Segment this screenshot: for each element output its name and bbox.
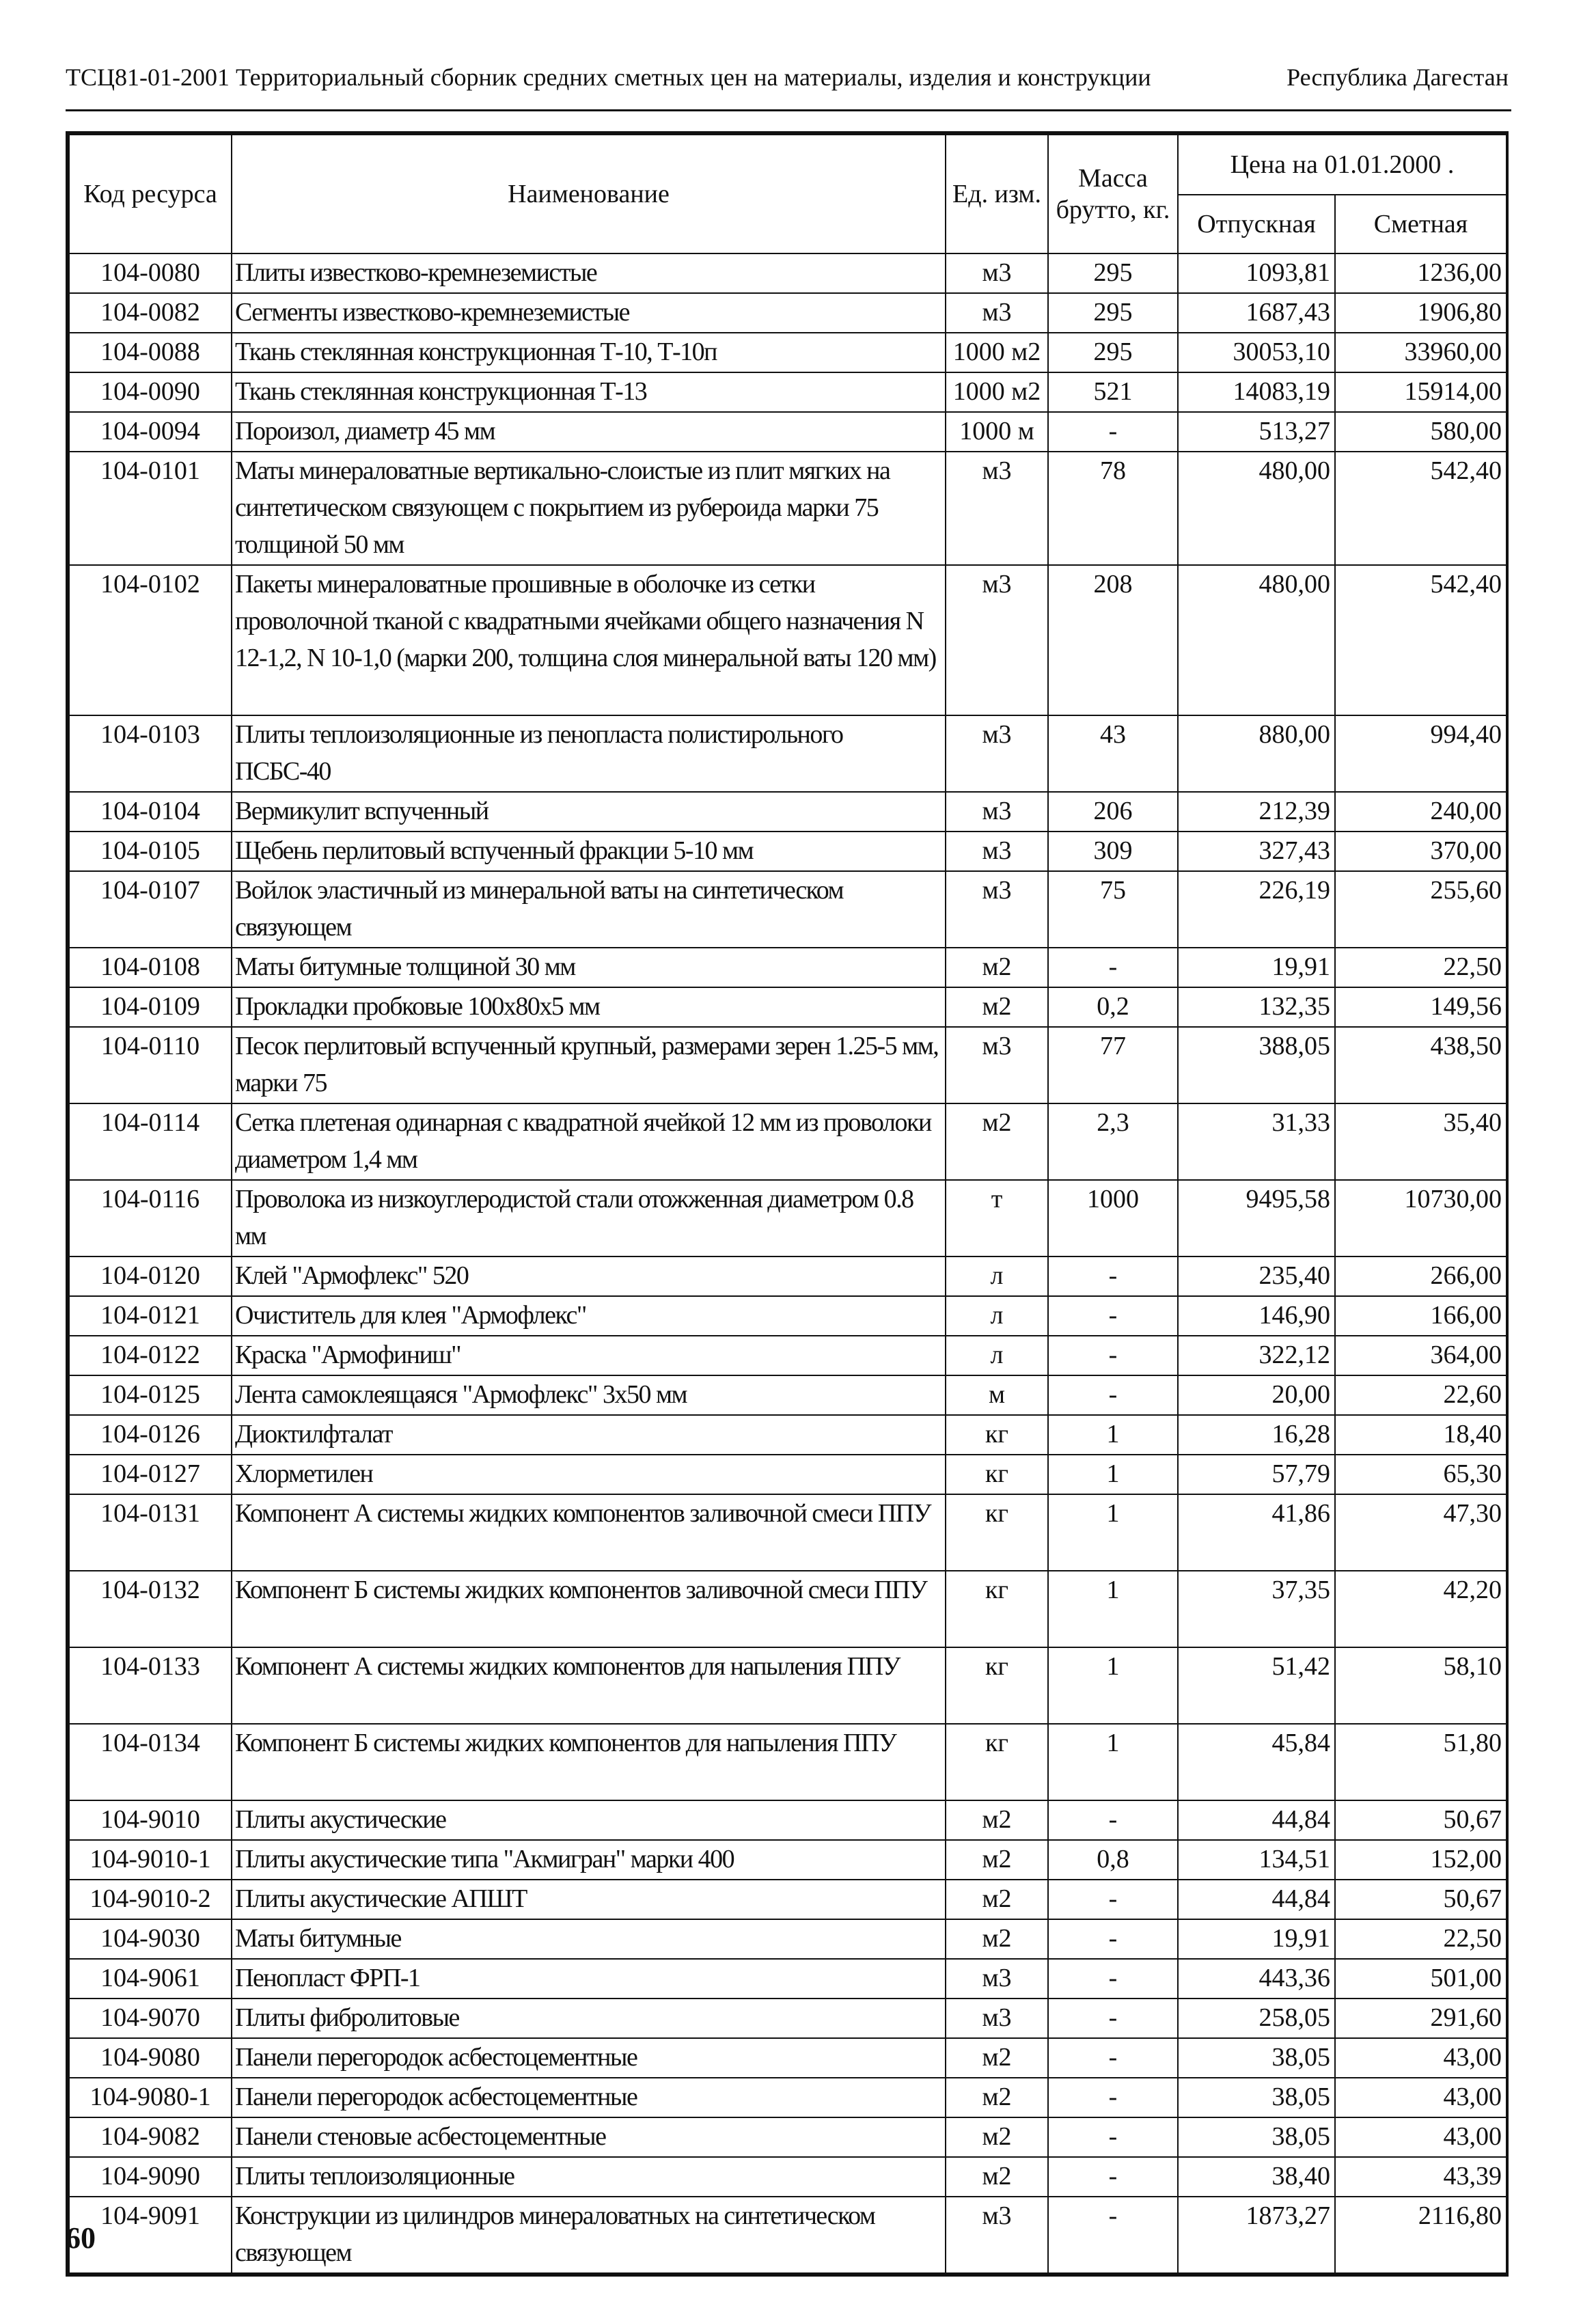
mass-cell: - bbox=[1048, 412, 1178, 452]
resource-name: Ткань стеклянная конструкционная Т-10, Т-10п bbox=[232, 333, 946, 372]
table-row bbox=[69, 2157, 1506, 2197]
price-release-cell: 37,35 bbox=[1178, 1571, 1335, 1647]
price-table-frame bbox=[66, 131, 1509, 2277]
col-header-name: Наименование bbox=[232, 135, 946, 253]
unit-cell: кг bbox=[946, 1415, 1048, 1455]
table-row bbox=[69, 1494, 1506, 1571]
mass-cell: 0,2 bbox=[1048, 987, 1178, 1027]
resource-name: Щебень перлитовый вспученный фракции 5-10 мм bbox=[232, 832, 946, 871]
table-row bbox=[69, 1919, 1506, 1959]
resource-code: 104-0127 bbox=[69, 1455, 232, 1494]
price-estimate-cell: 364,00 bbox=[1335, 1336, 1506, 1375]
price-estimate-cell: 152,00 bbox=[1335, 1840, 1506, 1880]
price-estimate-cell: 1236,00 bbox=[1335, 253, 1506, 293]
price-estimate-cell: 22,50 bbox=[1335, 948, 1506, 987]
mass-cell: 75 bbox=[1048, 871, 1178, 948]
resource-code: 104-9010-1 bbox=[69, 1840, 232, 1880]
resource-name: Пороизол, диаметр 45 мм bbox=[232, 412, 946, 452]
unit-cell: м2 bbox=[946, 2157, 1048, 2197]
table-row bbox=[69, 2038, 1506, 2078]
price-estimate-cell: 10730,00 bbox=[1335, 1180, 1506, 1256]
price-release-cell: 1873,27 bbox=[1178, 2197, 1335, 2273]
unit-cell: м2 bbox=[946, 1840, 1048, 1880]
mass-cell: 521 bbox=[1048, 372, 1178, 412]
price-release-cell: 235,40 bbox=[1178, 1256, 1335, 1296]
mass-cell: 208 bbox=[1048, 565, 1178, 715]
resource-code: 104-9010-2 bbox=[69, 1880, 232, 1919]
mass-cell: 1 bbox=[1048, 1455, 1178, 1494]
mass-cell: - bbox=[1048, 1880, 1178, 1919]
resource-code: 104-0102 bbox=[69, 565, 232, 715]
resource-code: 104-0126 bbox=[69, 1415, 232, 1455]
mass-cell: - bbox=[1048, 2117, 1178, 2157]
price-estimate-cell: 43,00 bbox=[1335, 2117, 1506, 2157]
price-release-cell: 480,00 bbox=[1178, 565, 1335, 715]
resource-code: 104-0088 bbox=[69, 333, 232, 372]
price-release-cell: 258,05 bbox=[1178, 1999, 1335, 2038]
mass-cell: 1000 bbox=[1048, 1180, 1178, 1256]
resource-name: Проволока из низкоуглеродистой стали отожженная диаметром 0.8 мм bbox=[232, 1180, 946, 1256]
price-estimate-cell: 542,40 bbox=[1335, 565, 1506, 715]
resource-code: 104-9080 bbox=[69, 2038, 232, 2078]
resource-code: 104-0125 bbox=[69, 1375, 232, 1415]
price-estimate-cell: 240,00 bbox=[1335, 792, 1506, 832]
price-release-cell: 20,00 bbox=[1178, 1375, 1335, 1415]
table-row bbox=[69, 452, 1506, 565]
resource-code: 104-0103 bbox=[69, 715, 232, 792]
price-estimate-cell: 166,00 bbox=[1335, 1296, 1506, 1336]
mass-cell: 1 bbox=[1048, 1415, 1178, 1455]
mass-cell: 206 bbox=[1048, 792, 1178, 832]
resource-name: Клей "Армофлекс" 520 bbox=[232, 1256, 946, 1296]
resource-code: 104-0122 bbox=[69, 1336, 232, 1375]
col-header-mass: Масса брутто, кг. bbox=[1048, 135, 1178, 253]
resource-name: Конструкции из цилиндров минераловатных на синтетическом связующем bbox=[232, 2197, 946, 2273]
mass-cell: 78 bbox=[1048, 452, 1178, 565]
resource-name: Плиты акустические типа "Акмигран" марки 400 bbox=[232, 1840, 946, 1880]
table-row bbox=[69, 1103, 1506, 1180]
mass-cell: - bbox=[1048, 2038, 1178, 2078]
resource-name: Маты минераловатные вертикально-слоистые из плит мягких на синтетическом связующем с покрытием из рубероида марки 75 толщиной 50 мм bbox=[232, 452, 946, 565]
price-release-cell: 51,42 bbox=[1178, 1647, 1335, 1724]
unit-cell: м3 bbox=[946, 565, 1048, 715]
unit-cell: м3 bbox=[946, 1027, 1048, 1103]
price-estimate-cell: 291,60 bbox=[1335, 1999, 1506, 2038]
resource-code: 104-0110 bbox=[69, 1027, 232, 1103]
mass-cell: 0,8 bbox=[1048, 1840, 1178, 1880]
price-estimate-cell: 438,50 bbox=[1335, 1027, 1506, 1103]
resource-name: Краска "Армофиниш" bbox=[232, 1336, 946, 1375]
resource-code: 104-9030 bbox=[69, 1919, 232, 1959]
col-header-price-estimate: Сметная bbox=[1335, 195, 1506, 253]
price-estimate-cell: 43,00 bbox=[1335, 2038, 1506, 2078]
price-estimate-cell: 42,20 bbox=[1335, 1571, 1506, 1647]
unit-cell: м3 bbox=[946, 2197, 1048, 2273]
price-release-cell: 480,00 bbox=[1178, 452, 1335, 565]
table-row bbox=[69, 253, 1506, 293]
resource-code: 104-9010 bbox=[69, 1800, 232, 1840]
price-release-cell: 322,12 bbox=[1178, 1336, 1335, 1375]
resource-code: 104-0114 bbox=[69, 1103, 232, 1180]
table-row bbox=[69, 2078, 1506, 2117]
price-estimate-cell: 18,40 bbox=[1335, 1415, 1506, 1455]
table-row bbox=[69, 412, 1506, 452]
resource-name: Песок перлитовый вспученный крупный, размерами зерен 1.25-5 мм, марки 75 bbox=[232, 1027, 946, 1103]
price-estimate-cell: 1906,80 bbox=[1335, 293, 1506, 333]
unit-cell: м2 bbox=[946, 948, 1048, 987]
unit-cell: кг bbox=[946, 1724, 1048, 1800]
mass-cell: - bbox=[1048, 1959, 1178, 1999]
mass-cell: 295 bbox=[1048, 293, 1178, 333]
mass-cell: - bbox=[1048, 1296, 1178, 1336]
unit-cell: 1000 м2 bbox=[946, 372, 1048, 412]
resource-name: Компонент А системы жидких компонентов для напыления ППУ bbox=[232, 1647, 946, 1724]
mass-cell: 77 bbox=[1048, 1027, 1178, 1103]
resource-name: Сетка плетеная одинарная с квадратной ячейкой 12 мм из проволоки диаметром 1,4 мм bbox=[232, 1103, 946, 1180]
unit-cell: м2 bbox=[946, 2117, 1048, 2157]
table-row bbox=[69, 1840, 1506, 1880]
table-row bbox=[69, 1180, 1506, 1256]
table-row bbox=[69, 948, 1506, 987]
col-header-price-release: Отпускная bbox=[1178, 195, 1335, 253]
resource-name: Диоктилфталат bbox=[232, 1415, 946, 1455]
price-release-cell: 880,00 bbox=[1178, 715, 1335, 792]
page-header bbox=[66, 63, 1509, 92]
resource-name: Плиты теплоизоляционные bbox=[232, 2157, 946, 2197]
resource-code: 104-0082 bbox=[69, 293, 232, 333]
unit-cell: кг bbox=[946, 1571, 1048, 1647]
unit-cell: м3 bbox=[946, 871, 1048, 948]
price-estimate-cell: 2116,80 bbox=[1335, 2197, 1506, 2273]
price-release-cell: 443,36 bbox=[1178, 1959, 1335, 1999]
price-release-cell: 45,84 bbox=[1178, 1724, 1335, 1800]
price-estimate-cell: 50,67 bbox=[1335, 1880, 1506, 1919]
price-release-cell: 38,05 bbox=[1178, 2117, 1335, 2157]
unit-cell: м2 bbox=[946, 2078, 1048, 2117]
unit-cell: м2 bbox=[946, 1880, 1048, 1919]
table-row bbox=[69, 1724, 1506, 1800]
price-release-cell: 1687,43 bbox=[1178, 293, 1335, 333]
price-estimate-cell: 542,40 bbox=[1335, 452, 1506, 565]
mass-cell: - bbox=[1048, 1336, 1178, 1375]
table-body bbox=[69, 253, 1506, 2273]
table-row bbox=[69, 1256, 1506, 1296]
price-estimate-cell: 47,30 bbox=[1335, 1494, 1506, 1571]
price-release-cell: 19,91 bbox=[1178, 948, 1335, 987]
mass-cell: 1 bbox=[1048, 1724, 1178, 1800]
unit-cell: м3 bbox=[946, 253, 1048, 293]
price-estimate-cell: 370,00 bbox=[1335, 832, 1506, 871]
resource-name: Панели перегородок асбестоцементные bbox=[232, 2038, 946, 2078]
resource-name: Ткань стеклянная конструкционная Т-13 bbox=[232, 372, 946, 412]
table-row bbox=[69, 1571, 1506, 1647]
table-row bbox=[69, 565, 1506, 715]
resource-code: 104-9082 bbox=[69, 2117, 232, 2157]
resource-name: Панели стеновые асбестоцементные bbox=[232, 2117, 946, 2157]
unit-cell: м2 bbox=[946, 2038, 1048, 2078]
table-row bbox=[69, 1647, 1506, 1724]
unit-cell: м3 bbox=[946, 293, 1048, 333]
price-estimate-cell: 580,00 bbox=[1335, 412, 1506, 452]
resource-code: 104-0120 bbox=[69, 1256, 232, 1296]
resource-code: 104-0131 bbox=[69, 1494, 232, 1571]
price-release-cell: 41,86 bbox=[1178, 1494, 1335, 1571]
price-estimate-cell: 50,67 bbox=[1335, 1800, 1506, 1840]
unit-cell: л bbox=[946, 1336, 1048, 1375]
unit-cell: м bbox=[946, 1375, 1048, 1415]
price-release-cell: 30053,10 bbox=[1178, 333, 1335, 372]
mass-cell: - bbox=[1048, 1800, 1178, 1840]
resource-name: Пакеты минераловатные прошивные в оболочке из сетки проволочной тканой с квадратными ячейками общего назначения N 12-1,2, N 10-1,0 (марки 200, толщина слоя минеральной ваты 120 мм) bbox=[232, 565, 946, 715]
resource-code: 104-0105 bbox=[69, 832, 232, 871]
price-release-cell: 146,90 bbox=[1178, 1296, 1335, 1336]
unit-cell: кг bbox=[946, 1647, 1048, 1724]
mass-cell: 295 bbox=[1048, 253, 1178, 293]
table-row bbox=[69, 2197, 1506, 2273]
table-row bbox=[69, 2117, 1506, 2157]
col-header-unit: Ед. изм. bbox=[946, 135, 1048, 253]
price-estimate-cell: 65,30 bbox=[1335, 1455, 1506, 1494]
resource-name: Хлорметилен bbox=[232, 1455, 946, 1494]
price-estimate-cell: 266,00 bbox=[1335, 1256, 1506, 1296]
resource-code: 104-0108 bbox=[69, 948, 232, 987]
resource-name: Вермикулит вспученный bbox=[232, 792, 946, 832]
resource-name: Компонент А системы жидких компонентов заливочной смеси ППУ bbox=[232, 1494, 946, 1571]
price-release-cell: 38,05 bbox=[1178, 2078, 1335, 2117]
resource-code: 104-0134 bbox=[69, 1724, 232, 1800]
price-release-cell: 9495,58 bbox=[1178, 1180, 1335, 1256]
price-estimate-cell: 33960,00 bbox=[1335, 333, 1506, 372]
resource-name: Плиты акустические bbox=[232, 1800, 946, 1840]
price-release-cell: 44,84 bbox=[1178, 1800, 1335, 1840]
col-header-code: Код ресурса bbox=[69, 135, 232, 253]
price-release-cell: 38,40 bbox=[1178, 2157, 1335, 2197]
price-release-cell: 327,43 bbox=[1178, 832, 1335, 871]
table-row bbox=[69, 1375, 1506, 1415]
resource-code: 104-0090 bbox=[69, 372, 232, 412]
table-row bbox=[69, 832, 1506, 871]
mass-cell: - bbox=[1048, 1919, 1178, 1959]
mass-cell: - bbox=[1048, 2078, 1178, 2117]
resource-code: 104-0094 bbox=[69, 412, 232, 452]
mass-cell: 1 bbox=[1048, 1647, 1178, 1724]
price-release-cell: 212,39 bbox=[1178, 792, 1335, 832]
mass-cell: - bbox=[1048, 948, 1178, 987]
table-row bbox=[69, 792, 1506, 832]
price-release-cell: 1093,81 bbox=[1178, 253, 1335, 293]
table-row bbox=[69, 1296, 1506, 1336]
mass-cell: - bbox=[1048, 1999, 1178, 2038]
mass-cell: 309 bbox=[1048, 832, 1178, 871]
mass-cell: 1 bbox=[1048, 1494, 1178, 1571]
header-divider bbox=[66, 109, 1511, 111]
unit-cell: м3 bbox=[946, 832, 1048, 871]
resource-name: Маты битумные толщиной 30 мм bbox=[232, 948, 946, 987]
price-release-cell: 31,33 bbox=[1178, 1103, 1335, 1180]
price-estimate-cell: 149,56 bbox=[1335, 987, 1506, 1027]
price-estimate-cell: 51,80 bbox=[1335, 1724, 1506, 1800]
price-release-cell: 388,05 bbox=[1178, 1027, 1335, 1103]
mass-cell: - bbox=[1048, 1256, 1178, 1296]
unit-cell: кг bbox=[946, 1494, 1048, 1571]
table-row bbox=[69, 1959, 1506, 1999]
unit-cell: м2 bbox=[946, 1919, 1048, 1959]
table-row bbox=[69, 1455, 1506, 1494]
table-row bbox=[69, 1800, 1506, 1840]
unit-cell: м2 bbox=[946, 1103, 1048, 1180]
unit-cell: м3 bbox=[946, 452, 1048, 565]
mass-cell: 43 bbox=[1048, 715, 1178, 792]
price-estimate-cell: 43,39 bbox=[1335, 2157, 1506, 2197]
price-release-cell: 57,79 bbox=[1178, 1455, 1335, 1494]
resource-code: 104-0121 bbox=[69, 1296, 232, 1336]
price-release-cell: 44,84 bbox=[1178, 1880, 1335, 1919]
unit-cell: м3 bbox=[946, 1959, 1048, 1999]
header-title: ТСЦ81-01-2001 Территориальный сборник средних сметных цен на материалы, изделия и конструкции bbox=[66, 64, 1151, 91]
resource-code: 104-0101 bbox=[69, 452, 232, 565]
resource-code: 104-0116 bbox=[69, 1180, 232, 1256]
unit-cell: кг bbox=[946, 1455, 1048, 1494]
price-estimate-cell: 35,40 bbox=[1335, 1103, 1506, 1180]
resource-name: Плиты теплоизоляционные из пенопласта полистирольного ПСБС-40 bbox=[232, 715, 946, 792]
table-row bbox=[69, 372, 1506, 412]
resource-name: Маты битумные bbox=[232, 1919, 946, 1959]
col-header-price: Цена на 01.01.2000 . bbox=[1178, 135, 1506, 195]
resource-code: 104-9061 bbox=[69, 1959, 232, 1999]
mass-cell: 295 bbox=[1048, 333, 1178, 372]
price-release-cell: 226,19 bbox=[1178, 871, 1335, 948]
price-estimate-cell: 15914,00 bbox=[1335, 372, 1506, 412]
unit-cell: 1000 м2 bbox=[946, 333, 1048, 372]
resource-name: Плиты акустические АПШТ bbox=[232, 1880, 946, 1919]
table-row bbox=[69, 871, 1506, 948]
mass-cell: 1 bbox=[1048, 1571, 1178, 1647]
resource-name: Пенопласт ФРП-1 bbox=[232, 1959, 946, 1999]
resource-name: Панели перегородок асбестоцементные bbox=[232, 2078, 946, 2117]
price-release-cell: 19,91 bbox=[1178, 1919, 1335, 1959]
unit-cell: м3 bbox=[946, 1999, 1048, 2038]
price-release-cell: 132,35 bbox=[1178, 987, 1335, 1027]
price-estimate-cell: 255,60 bbox=[1335, 871, 1506, 948]
resource-code: 104-0104 bbox=[69, 792, 232, 832]
price-release-cell: 14083,19 bbox=[1178, 372, 1335, 412]
mass-cell: 2,3 bbox=[1048, 1103, 1178, 1180]
table-row bbox=[69, 1999, 1506, 2038]
resource-code: 104-0133 bbox=[69, 1647, 232, 1724]
unit-cell: м2 bbox=[946, 987, 1048, 1027]
resource-name: Плиты фибролитовые bbox=[232, 1999, 946, 2038]
resource-code: 104-9091 bbox=[69, 2197, 232, 2273]
unit-cell: м3 bbox=[946, 792, 1048, 832]
price-estimate-cell: 994,40 bbox=[1335, 715, 1506, 792]
price-table bbox=[68, 134, 1507, 2274]
table-row bbox=[69, 1880, 1506, 1919]
table-row bbox=[69, 1415, 1506, 1455]
resource-code: 104-0107 bbox=[69, 871, 232, 948]
resource-name: Сегменты известково-кремнеземистые bbox=[232, 293, 946, 333]
price-release-cell: 38,05 bbox=[1178, 2038, 1335, 2078]
resource-code: 104-9070 bbox=[69, 1999, 232, 2038]
header-region: Республика Дагестан bbox=[1287, 64, 1509, 91]
unit-cell: м3 bbox=[946, 715, 1048, 792]
resource-code: 104-9090 bbox=[69, 2157, 232, 2197]
table-row bbox=[69, 715, 1506, 792]
price-release-cell: 16,28 bbox=[1178, 1415, 1335, 1455]
table-row bbox=[69, 1027, 1506, 1103]
resource-name: Войлок эластичный из минеральной ваты на синтетическом связующем bbox=[232, 871, 946, 948]
resource-code: 104-0109 bbox=[69, 987, 232, 1027]
price-estimate-cell: 22,50 bbox=[1335, 1919, 1506, 1959]
unit-cell: л bbox=[946, 1296, 1048, 1336]
price-release-cell: 134,51 bbox=[1178, 1840, 1335, 1880]
price-release-cell: 513,27 bbox=[1178, 412, 1335, 452]
unit-cell: м2 bbox=[946, 1800, 1048, 1840]
resource-name: Очиститель для клея "Армофлекс" bbox=[232, 1296, 946, 1336]
resource-name: Лента самоклеящаяся "Армофлекс" 3х50 мм bbox=[232, 1375, 946, 1415]
mass-cell: - bbox=[1048, 2157, 1178, 2197]
resource-code: 104-0132 bbox=[69, 1571, 232, 1647]
unit-cell: 1000 м bbox=[946, 412, 1048, 452]
mass-cell: - bbox=[1048, 2197, 1178, 2273]
price-estimate-cell: 22,60 bbox=[1335, 1375, 1506, 1415]
resource-name: Компонент Б системы жидких компонентов для напыления ППУ bbox=[232, 1724, 946, 1800]
resource-name: Компонент Б системы жидких компонентов заливочной смеси ППУ bbox=[232, 1571, 946, 1647]
price-estimate-cell: 43,00 bbox=[1335, 2078, 1506, 2117]
resource-code: 104-0080 bbox=[69, 253, 232, 293]
price-estimate-cell: 58,10 bbox=[1335, 1647, 1506, 1724]
unit-cell: л bbox=[946, 1256, 1048, 1296]
table-row bbox=[69, 987, 1506, 1027]
page-number: 60 bbox=[66, 2221, 96, 2255]
table-row bbox=[69, 293, 1506, 333]
price-estimate-cell: 501,00 bbox=[1335, 1959, 1506, 1999]
table-row bbox=[69, 1336, 1506, 1375]
resource-code: 104-9080-1 bbox=[69, 2078, 232, 2117]
table-row bbox=[69, 333, 1506, 372]
unit-cell: т bbox=[946, 1180, 1048, 1256]
mass-cell: - bbox=[1048, 1375, 1178, 1415]
resource-name: Прокладки пробковые 100х80х5 мм bbox=[232, 987, 946, 1027]
resource-name: Плиты известково-кремнеземистые bbox=[232, 253, 946, 293]
